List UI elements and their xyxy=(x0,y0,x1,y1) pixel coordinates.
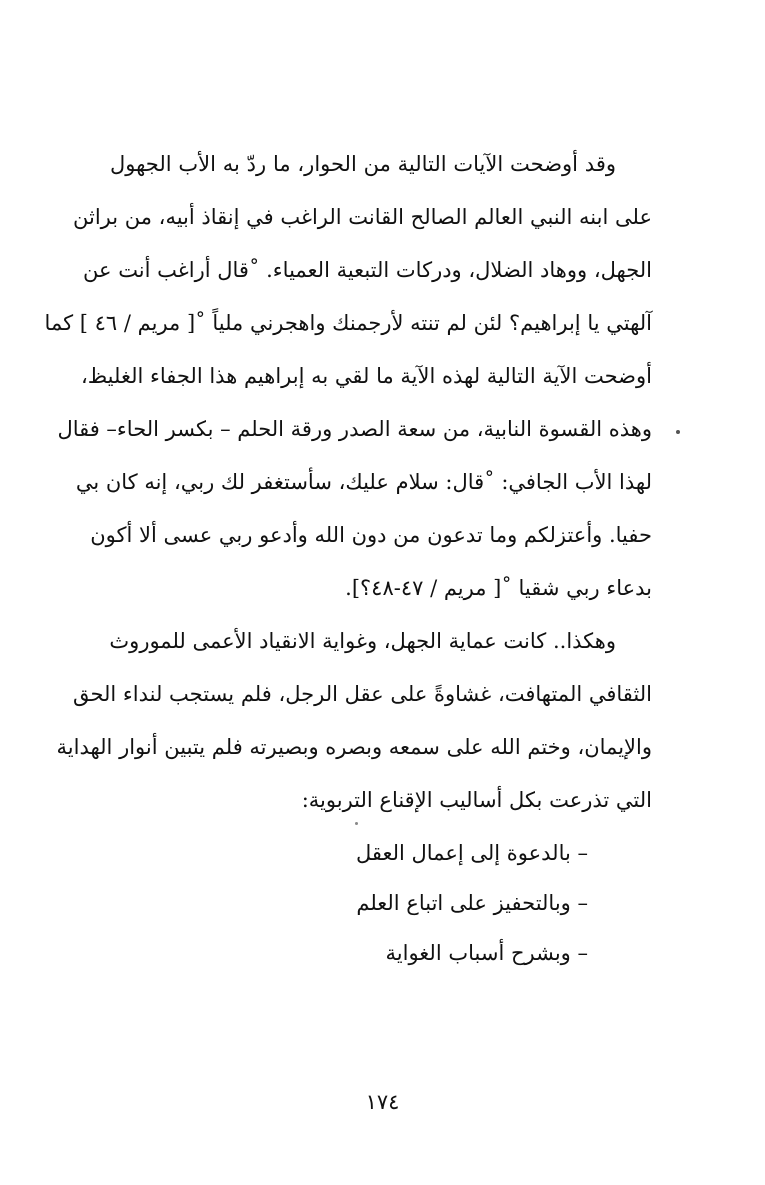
list-item: – بالدعوة إلى إعمال العقل xyxy=(355,841,588,865)
list-item: – وبشرح أسباب الغواية xyxy=(385,941,588,965)
text-line: الجهل، ووهاد الضلال، ودركات التبعية العمياء. ˚قال أراغب أنت عن xyxy=(83,258,652,282)
text-line: والإيمان، وختم الله على سمعه وبصره وبصيرته فلم يتبين أنوار الهداية xyxy=(56,735,652,759)
bullet-list xyxy=(356,828,588,978)
margin-mark xyxy=(676,430,680,434)
text-line: على ابنه النبي العالم الصالح القانت الراغب في إنقاذ أبيه، من براثن xyxy=(73,205,652,229)
list-item: – وبالتحفيز على اتباع العلم xyxy=(356,891,588,915)
page-number: ١٧٤ xyxy=(365,1090,400,1114)
text-line: الثقافي المتهافت، غشاوةً على عقل الرجل، فلم يستجب لنداء الحق xyxy=(72,682,652,706)
text-line: وهذه القسوة النابية، من سعة الصدر ورقة الحلم – بكسر الحاء– فقال xyxy=(57,417,652,441)
text-line: بدعاء ربي شقيا ˚[ مريم / ٤٧-٤٨؟]. xyxy=(345,576,652,600)
text-line: لهذا الأب الجافي: ˚قال: سلام عليك، سأستغفر لك ربي، إنه كان بي xyxy=(75,470,652,494)
text-line: وقد أوضحت الآيات التالية من الحوار، ما ردّ به الأب الجهول xyxy=(110,152,616,176)
text-line: التي تذرعت بكل أساليب الإقناع التربوية: xyxy=(301,788,652,812)
text-line: آلهتي يا إبراهيم؟ لئن لم تنته لأرجمنك واهجرني ملياً ˚[ مريم / ٤٦ ] كما xyxy=(44,311,652,335)
scan-speck xyxy=(355,822,358,825)
text-line: أوضحت الآية التالية لهذه الآية ما لقي به إبراهيم هذا الجفاء الغليظ، xyxy=(80,364,652,388)
text-line: وهكذا.. كانت عماية الجهل، وغواية الانقياد الأعمى للموروث xyxy=(109,629,616,653)
body-text xyxy=(44,138,652,827)
text-line: حفيا. وأعتزلكم وما تدعون من دون الله وأدعو ربي عسى ألا أكون xyxy=(90,523,652,547)
